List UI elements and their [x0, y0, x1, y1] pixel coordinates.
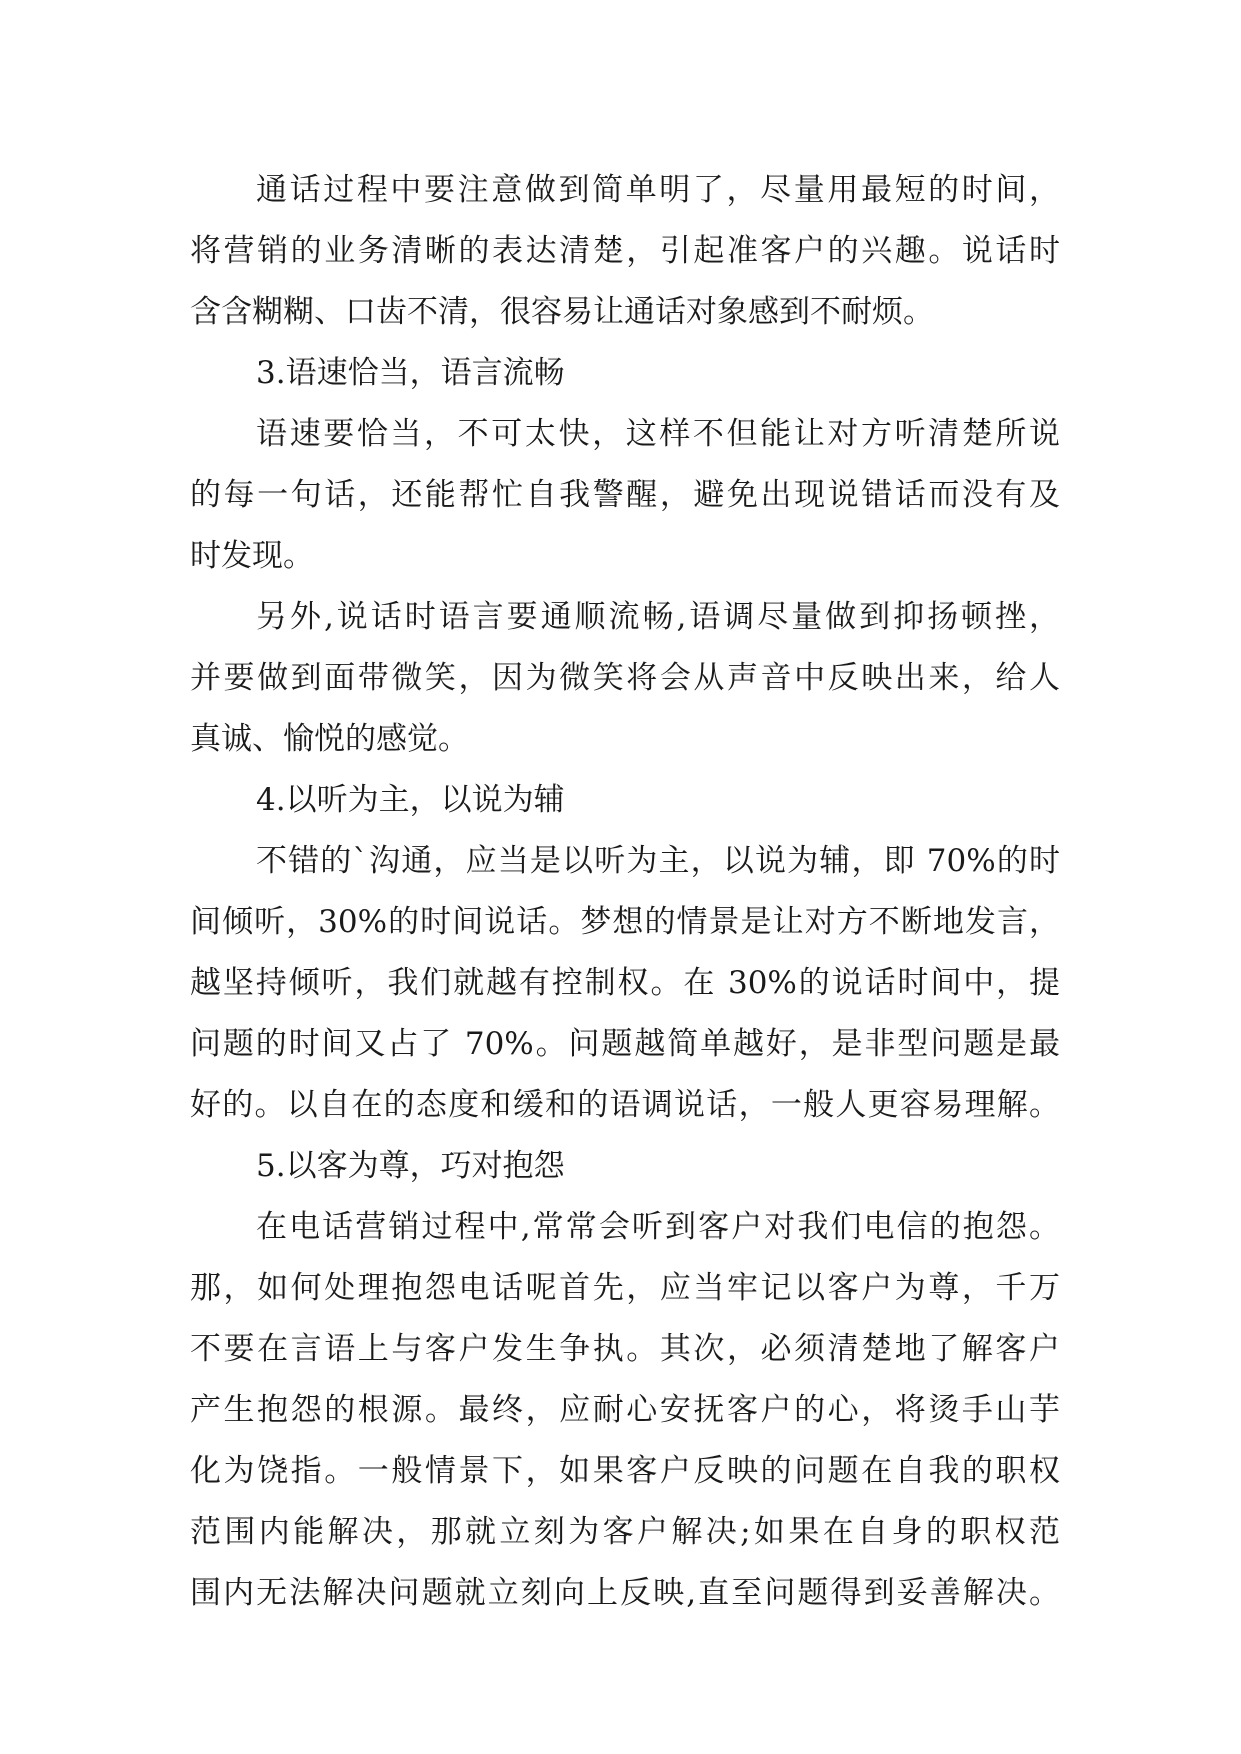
text-line: 那，如何处理抱怨电话呢首先，应当牢记以客户为尊，千万 — [190, 1270, 1060, 1306]
section-heading: 5.以客为尊，巧对抱怨 — [256, 1148, 565, 1184]
text-line: 好的。以自在的态度和缓和的语调说话，一般人更容易理解。 — [190, 1087, 1060, 1123]
section-heading: 4.以听为主，以说为辅 — [256, 782, 565, 818]
text-line: 通话过程中要注意做到简单明了，尽量用最短的时间， — [256, 172, 1060, 208]
text-line: 范围内能解决，那就立刻为客户解决;如果在自身的职权范 — [190, 1514, 1060, 1550]
text-line: 越坚持倾听，我们就越有控制权。在 30%的说话时间中，提 — [190, 965, 1060, 1001]
text-line: 另外,说话时语言要通顺流畅,语调尽量做到抑扬顿挫， — [256, 599, 1060, 635]
section-heading: 3.语速恰当，语言流畅 — [256, 355, 565, 391]
text-line: 问题的时间又占了 70%。问题越简单越好，是非型问题是最 — [190, 1026, 1060, 1062]
text-line: 不要在言语上与客户发生争执。其次，必须清楚地了解客户 — [190, 1331, 1060, 1367]
text-line: 并要做到面带微笑，因为微笑将会从声音中反映出来，给人 — [190, 660, 1060, 696]
text-line: 围内无法解决问题就立刻向上反映,直至问题得到妥善解决。 — [190, 1575, 1060, 1611]
text-line: 间倾听，30%的时间说话。梦想的情景是让对方不断地发言， — [190, 904, 1060, 940]
text-line: 含含糊糊、口齿不清，很容易让通话对象感到不耐烦。 — [190, 294, 934, 330]
text-line: 产生抱怨的根源。最终，应耐心安抚客户的心，将烫手山芋 — [190, 1392, 1060, 1428]
text-line: 将营销的业务清晰的表达清楚，引起准客户的兴趣。说话时 — [190, 233, 1060, 269]
text-line: 不错的`沟通，应当是以听为主，以说为辅，即 70%的时 — [256, 843, 1060, 879]
text-line: 化为饶指。一般情景下，如果客户反映的问题在自我的职权 — [190, 1453, 1060, 1489]
text-line: 的每一句话，还能帮忙自我警醒，避免出现说错话而没有及 — [190, 477, 1060, 513]
text-line: 语速要恰当，不可太快，这样不但能让对方听清楚所说 — [256, 416, 1060, 452]
document-body — [190, 160, 1060, 1624]
text-line: 在电话营销过程中,常常会听到客户对我们电信的抱怨。 — [256, 1209, 1060, 1245]
text-line: 真诚、愉悦的感觉。 — [190, 721, 469, 757]
text-line: 时发现。 — [190, 538, 314, 574]
